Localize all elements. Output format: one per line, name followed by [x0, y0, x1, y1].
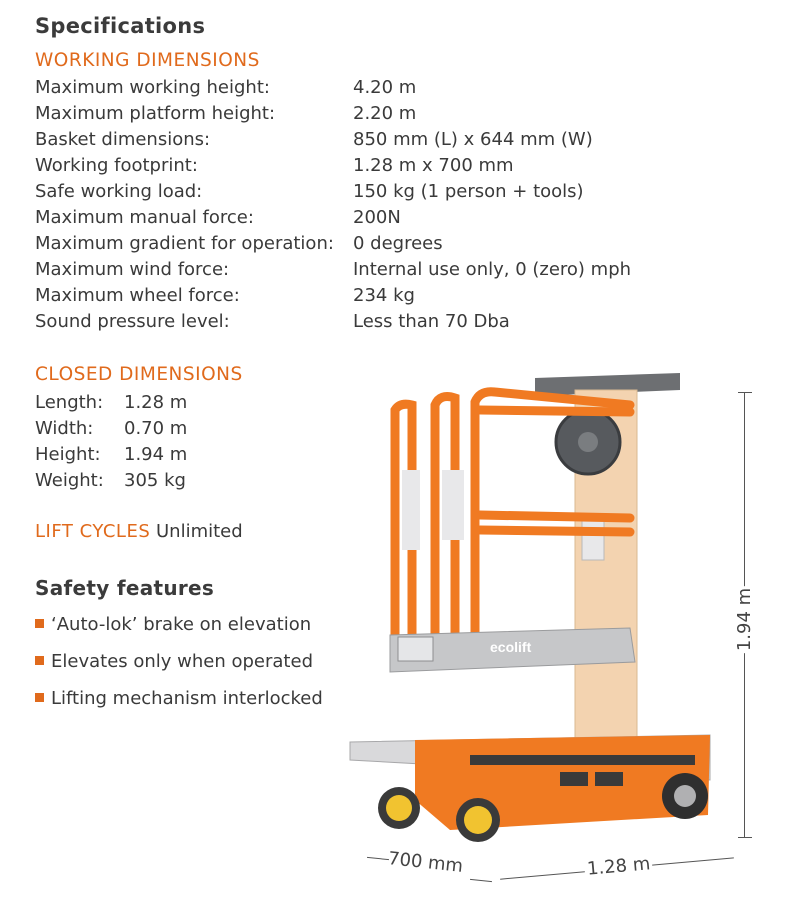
closed-dimensions-heading: CLOSED DIMENSIONS — [35, 364, 243, 385]
closed-label: Length: — [35, 392, 104, 413]
closed-value: 1.94 m — [124, 444, 188, 465]
chassis-bumper — [470, 755, 695, 765]
bullet-square-icon — [35, 619, 44, 628]
width-dimension-line — [367, 857, 389, 860]
spec-label: Maximum gradient for operation: — [35, 233, 334, 254]
spec-value: 2.20 m — [353, 103, 417, 124]
safety-heading: Safety features — [35, 576, 215, 600]
spec-value: 234 kg — [353, 285, 415, 306]
lift-machine-illustration — [330, 360, 730, 850]
height-tick-bottom — [738, 837, 752, 838]
page-title: Specifications — [35, 14, 206, 38]
lift-cycles-value: Unlimited — [155, 521, 243, 542]
reel-hub — [578, 432, 598, 452]
chassis-slot — [595, 772, 623, 786]
spec-label: Maximum platform height: — [35, 103, 276, 124]
bullet-square-icon — [35, 693, 44, 702]
safety-item-text: ‘Auto-lok’ brake on elevation — [51, 614, 312, 635]
caster-wheel-hub — [464, 806, 492, 834]
length-dimension-label: 1.28 m — [586, 853, 652, 880]
width-dimension-line — [470, 879, 492, 882]
safety-item — [35, 614, 311, 635]
chassis-slot — [560, 772, 588, 786]
safety-item-text: Elevates only when operated — [51, 651, 313, 672]
closed-label: Weight: — [35, 470, 104, 491]
spec-label: Sound pressure level: — [35, 311, 230, 332]
spec-label: Maximum wheel force: — [35, 285, 240, 306]
spec-value: Less than 70 Dba — [353, 311, 510, 332]
spec-value: 200N — [353, 207, 401, 228]
spec-label: Working footprint: — [35, 155, 198, 176]
spec-label: Basket dimensions: — [35, 129, 211, 150]
caster-wheel-hub — [386, 795, 412, 821]
safety-item-text: Lifting mechanism interlocked — [51, 688, 323, 709]
basket-sticker — [402, 470, 420, 550]
brand-mark: ecolift — [490, 639, 532, 655]
mast-label — [582, 520, 604, 560]
spec-label: Maximum wind force: — [35, 259, 230, 280]
closed-label: Height: — [35, 444, 101, 465]
closed-label: Width: — [35, 418, 94, 439]
length-dimension-line — [652, 857, 734, 865]
height-tick-top — [738, 392, 752, 393]
spec-value: 1.28 m x 700 mm — [353, 155, 514, 176]
bullet-square-icon — [35, 656, 44, 665]
closed-value: 1.28 m — [124, 392, 188, 413]
closed-value: 305 kg — [124, 470, 186, 491]
safety-item — [35, 688, 323, 709]
spec-label: Maximum manual force: — [35, 207, 254, 228]
safety-item — [35, 651, 313, 672]
lift-cycles — [35, 521, 243, 542]
lift-cycles-label: LIFT CYCLES — [35, 521, 151, 542]
basket-info-plate — [398, 637, 433, 661]
spec-value: Internal use only, 0 (zero) mph — [353, 259, 632, 280]
working-dimensions-heading: WORKING DIMENSIONS — [35, 50, 260, 71]
basket-sticker — [442, 470, 464, 540]
spec-value: 0 degrees — [353, 233, 443, 254]
closed-value: 0.70 m — [124, 418, 188, 439]
spec-value: 850 mm (L) x 644 mm (W) — [353, 129, 593, 150]
width-dimension-label: 700 mm — [387, 848, 465, 877]
length-dimension-line — [500, 871, 585, 879]
height-dimension-label: 1.94 m — [730, 586, 759, 653]
spec-value: 4.20 m — [353, 77, 417, 98]
spec-label: Safe working load: — [35, 181, 203, 202]
rear-wheel-hub — [674, 785, 696, 807]
spec-label: Maximum working height: — [35, 77, 270, 98]
spec-value: 150 kg (1 person + tools) — [353, 181, 584, 202]
